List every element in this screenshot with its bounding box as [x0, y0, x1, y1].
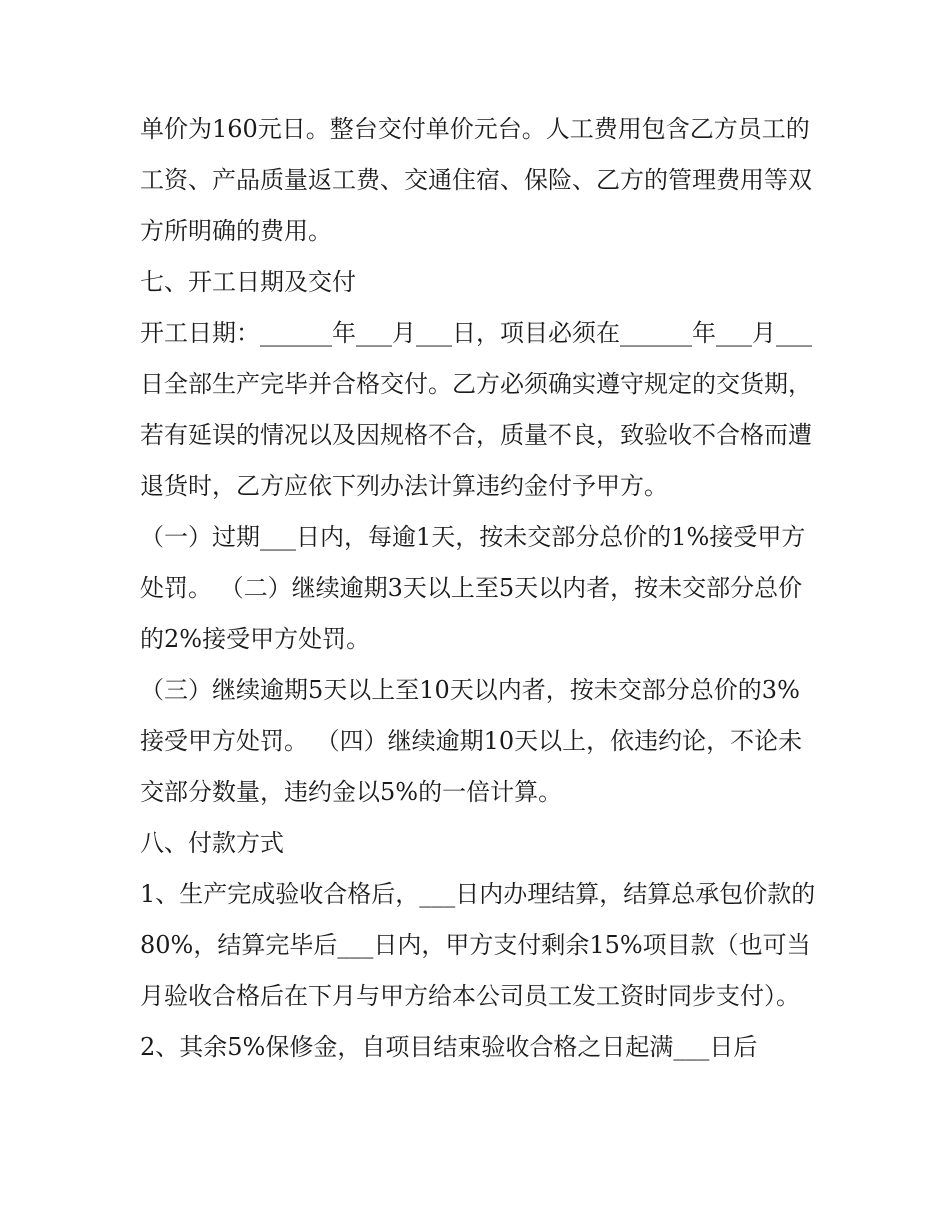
section-heading-payment: 八、付款方式 [140, 829, 284, 857]
paragraph-payment-2: 2、其余5%保修金，自项目结束验收合格之日起满___日后 [140, 1033, 758, 1061]
paragraph-penalty-1-2: （一）过期___日内，每逾1天，按未交部分总价的1%接受甲方处罚。 （二）继续逾期3天以上至5天以内者，按未交部分总价的2%接受甲方处罚。 [140, 523, 806, 653]
paragraph-start-date: 开工日期：______年___月___日，项目必须在______年___月___日全部生产完毕并合格交付。乙方必须确实遵守规定的交货期，若有延误的情况以及因规格不合，质量不良，致验收不合格而遭退货时，乙方应依下列办法计算违约金付予甲方。 [140, 319, 812, 500]
document-body [140, 104, 820, 1073]
paragraph-unit-price: 单价为160元日。整台交付单价元台。人工费用包含乙方员工的工资、产品质量返工费、交通住宿、保险、乙方的管理费用等双方所明确的费用。 [140, 115, 812, 245]
section-heading-start-date: 七、开工日期及交付 [140, 268, 356, 296]
paragraph-penalty-3-4: （三）继续逾期5天以上至10天以内者，按未交部分总价的3%接受甲方处罚。 （四）继续逾期10天以上，依违约论，不论未交部分数量，违约金以5%的一倍计算。 [140, 676, 803, 806]
paragraph-payment-1: 1、生产完成验收合格后，___日内办理结算，结算总承包价款的80%，结算完毕后___日内，甲方支付剩余15%项目款（也可当月验收合格后在下月与甲方给本公司员工发工资时同步支付）。 [140, 880, 816, 1010]
